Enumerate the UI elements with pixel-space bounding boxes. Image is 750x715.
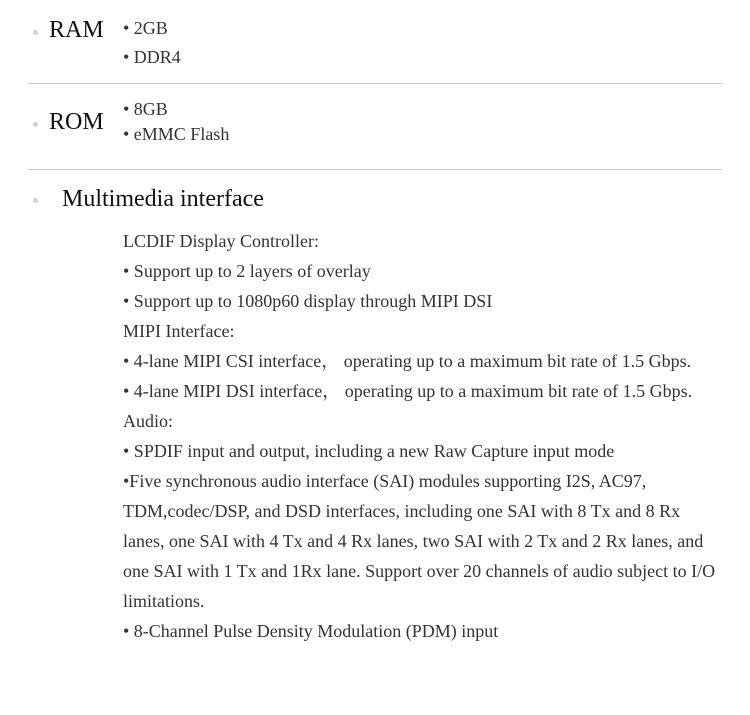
spec-heading-audio: Audio: [123, 411, 174, 431]
rom-title: ROM [49, 109, 104, 135]
rom-spec-item: • eMMC Flash [123, 124, 230, 144]
spec-line: • 4-lane MIPI DSI interface， operating up to a maximum bit rate of 1.5 Gbps. [123, 381, 693, 401]
multimedia-title: Multimedia interface [62, 186, 264, 212]
multimedia-spec-list [123, 226, 723, 646]
ram-spec-list [123, 14, 181, 72]
ram-spec-item: • DDR4 [123, 47, 181, 67]
spec-line: • Support up to 2 layers of overlay [123, 261, 371, 281]
rom-bullet [33, 122, 38, 127]
spec-line: • Support up to 1080p60 display through MIPI DSI [123, 291, 493, 311]
rom-spec-item: • 8GB [123, 99, 168, 119]
ram-title: RAM [49, 17, 104, 43]
section-divider [28, 169, 722, 170]
spec-line: • 4-lane MIPI CSI interface， operating up to a maximum bit rate of 1.5 Gbps. [123, 351, 692, 371]
rom-spec-list [123, 97, 229, 147]
spec-line: •Five synchronous audio interface (SAI) modules supporting I2S, AC97, TDM,codec/DSP, and DSD interfaces, including one SAI with 8 Tx and 8 Rx lanes, one SAI with 4 Tx and 4 Rx lanes, two SAI with 2 Tx and 2 Rx lanes, and one SAI with 1 Tx and 1Rx lane. Support over 20 channels of audio subject to I/O limitations. [123, 471, 716, 611]
multimedia-bullet [33, 198, 38, 203]
spec-heading-mipi: MIPI Interface: [123, 321, 235, 341]
section-divider [28, 83, 722, 84]
spec-line: • 8-Channel Pulse Density Modulation (PDM) input [123, 621, 499, 641]
spec-line: • SPDIF input and output, including a new Raw Capture input mode [123, 441, 615, 461]
spec-heading-lcdif: LCDIF Display Controller: [123, 231, 319, 251]
ram-bullet [33, 30, 38, 35]
ram-spec-item: • 2GB [123, 18, 168, 38]
